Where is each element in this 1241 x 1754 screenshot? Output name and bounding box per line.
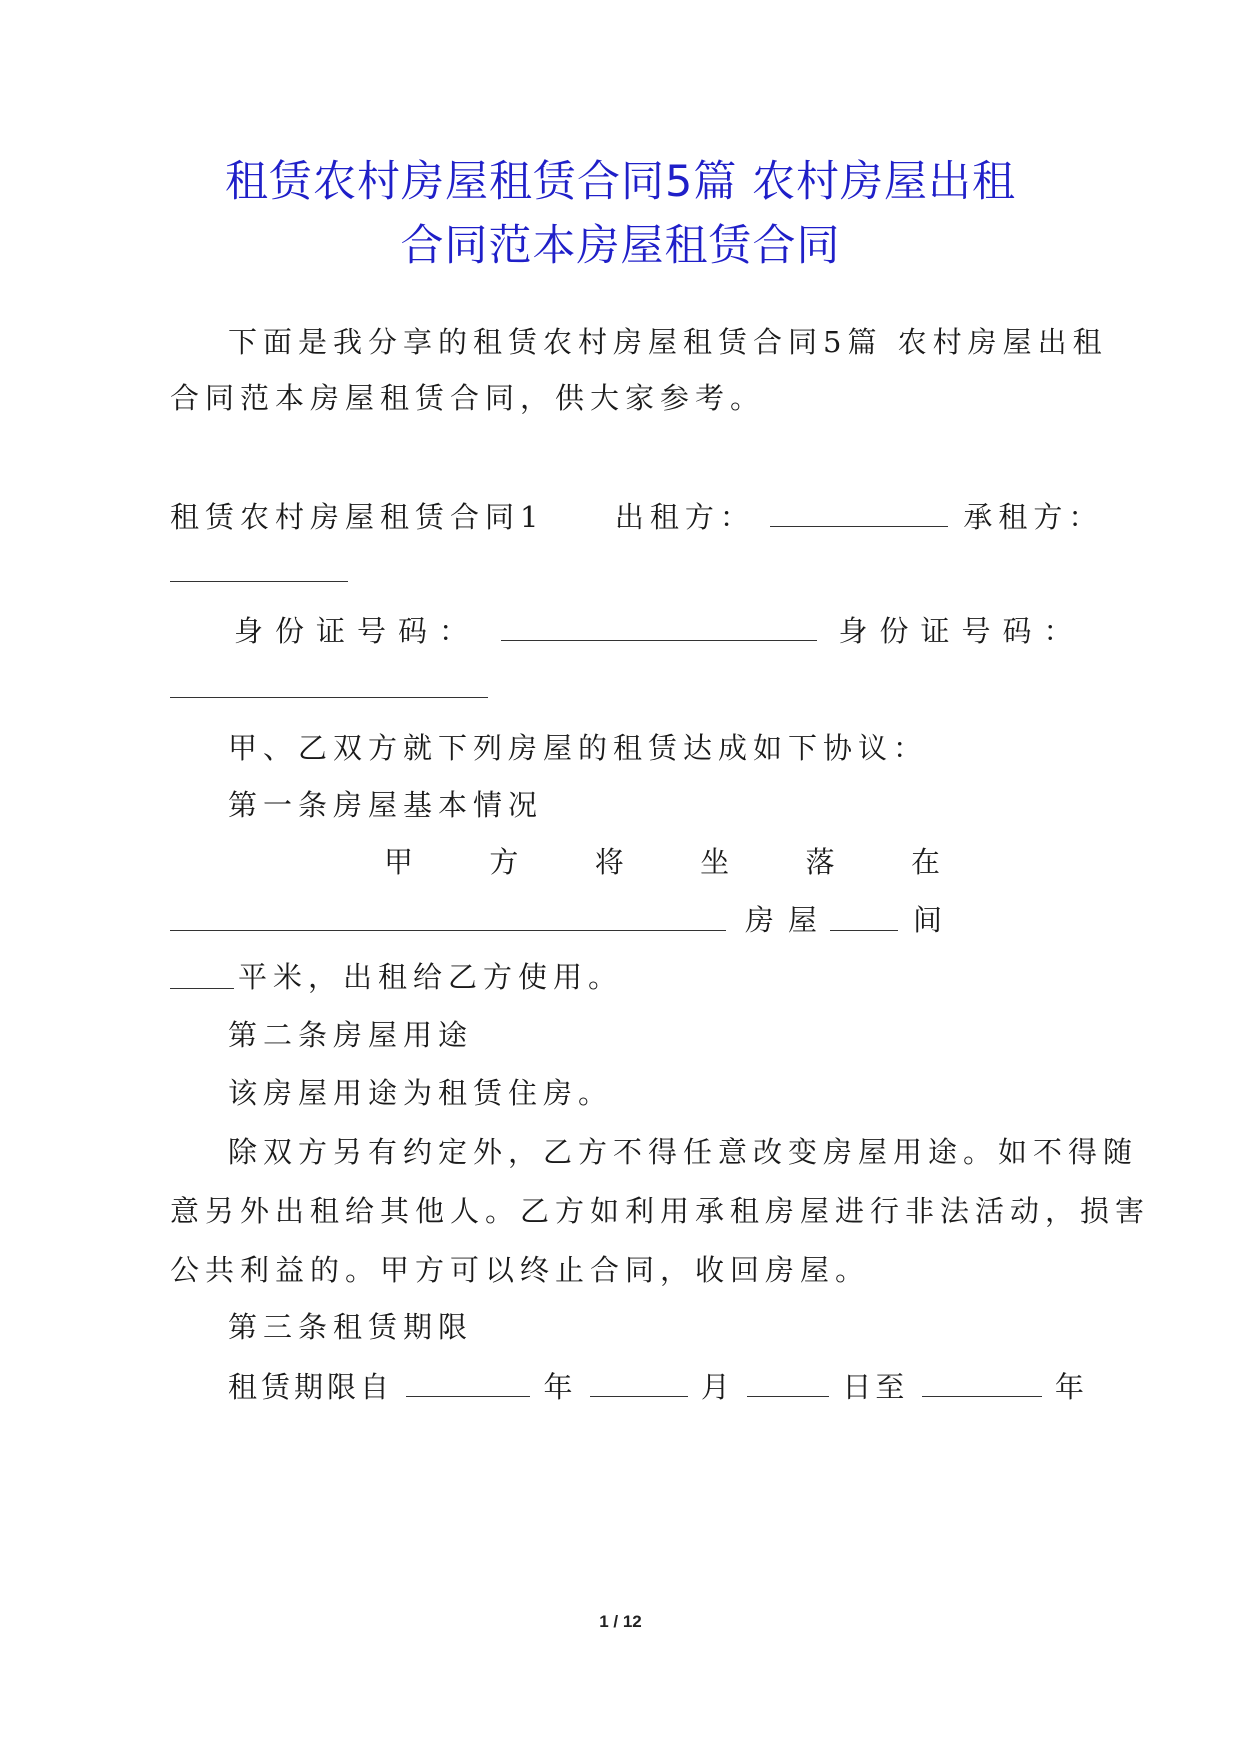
lessor-label: 出租方： (614, 500, 755, 534)
article1-title: 第一条房屋基本情况 (228, 788, 544, 822)
end-year-blank (922, 1366, 1042, 1397)
id-blank-lessee (170, 697, 488, 698)
article3-month-label: 月 (700, 1370, 734, 1404)
article1-word: 坐 (700, 845, 730, 879)
article1-word: 落 (805, 845, 835, 879)
lessee-blank (170, 581, 348, 582)
article3-year-label: 年 (543, 1370, 577, 1404)
start-day-blank (747, 1366, 829, 1397)
start-year-blank (406, 1366, 530, 1397)
article1-area-blank (170, 988, 234, 989)
id-blank-lessor (501, 610, 817, 641)
title-line-1: 租赁农村房屋租赁合同5篇 农村房屋出租 (224, 157, 1017, 207)
article2-paragraph1: 该房屋用途为租赁住房。 (228, 1076, 614, 1110)
article3-year2-label: 年 (1054, 1370, 1088, 1404)
article1-line3: 平米，出租给乙方使用。 (238, 960, 624, 994)
article1-address-blank (170, 930, 726, 931)
agreement-text: 甲、乙双方就下列房屋的租赁达成如下协议： (228, 731, 929, 765)
lessee-label: 承租方： (963, 500, 1104, 534)
article1-rooms-label: 间 (913, 903, 949, 937)
article2-title: 第二条房屋用途 (228, 1018, 474, 1052)
document-title (150, 150, 1091, 278)
article3-day-to-label: 日至 (842, 1370, 909, 1404)
article3-title: 第三条租赁期限 (228, 1310, 474, 1344)
article1-rooms-blank (830, 930, 898, 931)
article1-word: 在 (910, 845, 940, 879)
intro-line-1: 下面是我分享的租赁农村房屋租赁合同5篇 农村房屋出租 (228, 325, 1108, 359)
contract-heading-row (170, 496, 1103, 537)
article2-paragraph2-line2: 意另外出租给其他人。乙方如利用承租房屋进行非法活动，损害 (170, 1194, 1151, 1228)
intro-line-2: 合同范本房屋租赁合同，供大家参考。 (170, 381, 766, 415)
start-month-blank (590, 1366, 688, 1397)
article1-word: 将 (594, 845, 624, 879)
contract-heading: 租赁农村房屋租赁合同1 (170, 500, 545, 534)
article1-location-row (384, 842, 940, 882)
article2-paragraph2-line3: 公共利益的。甲方可以终止合同，收回房屋。 (170, 1253, 871, 1287)
id-label-lessor: 身份证号码： (234, 614, 481, 648)
title-line-2: 合同范本房屋租赁合同 (400, 221, 841, 271)
lessor-blank (770, 496, 948, 527)
id-label-lessee: 身份证号码： (838, 614, 1085, 648)
page-indicator: 1 / 12 (599, 1612, 642, 1631)
article1-house-label: 房屋 (745, 903, 832, 937)
article3-term-row (228, 1366, 1088, 1407)
article1-word: 甲 (384, 845, 414, 879)
id-row (234, 610, 1084, 651)
article2-paragraph2-line1: 除双方另有约定外，乙方不得任意改变房屋用途。如不得随 (228, 1135, 1139, 1169)
article3-prefix: 租赁期限自 (228, 1370, 394, 1404)
article1-word: 方 (489, 845, 519, 879)
